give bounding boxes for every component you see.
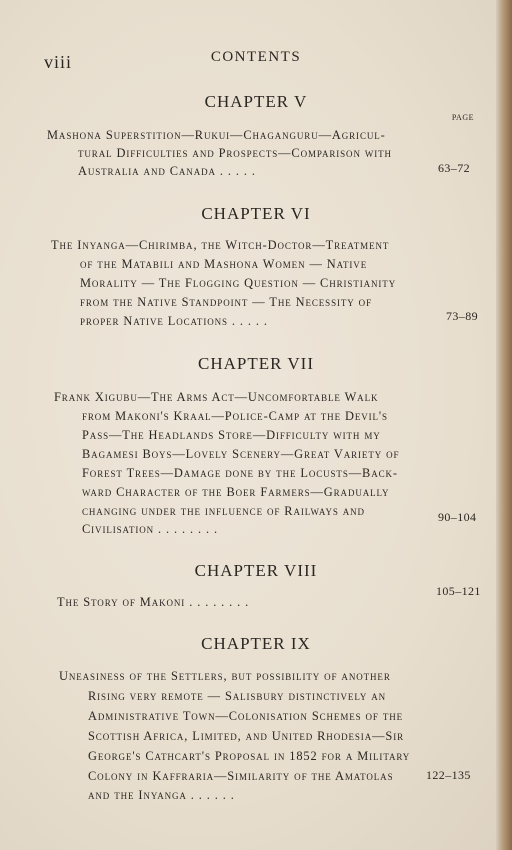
summary-line: The Inyanga—Chirimba, the Witch-Doctor—Treatment <box>51 238 390 252</box>
summary-line: Mashona Superstition—Rukui—Chaganguru—Agricul- <box>47 128 386 142</box>
chapter-heading: CHAPTER VI <box>201 204 311 223</box>
summary-line: Civilisation . . . . . . . . <box>82 522 219 536</box>
chapter-heading: CHAPTER VII <box>198 354 314 373</box>
summary-line: Rising very remote — Salisbury distinctively an <box>88 689 387 703</box>
summary-line: tural Difficulties and Prospects—Comparison with <box>78 146 392 160</box>
page-range: 90–104 <box>438 510 477 524</box>
summary-line: Morality — The Flogging Question — Christianity <box>80 276 397 290</box>
summary-line: Frank Xigubu—The Arms Act—Uncomfortable Walk <box>54 390 379 404</box>
summary-line: Bagamesi Boys—Lovely Scenery—Great Variety of <box>82 447 400 461</box>
summary-line: from Makoni's Kraal—Police-Camp at the Devil's <box>82 409 388 423</box>
page-column-label: PAGE <box>451 113 474 122</box>
page-range: 122–135 <box>426 768 471 782</box>
summary-line: The Story of Makoni . . . . . . . . <box>57 595 250 609</box>
summary-line: Australia and Canada . . . . . <box>78 164 256 178</box>
summary-line: and the Inyanga . . . . . . <box>88 788 235 802</box>
summary-line: Colony in Kaffraria—Similarity of the Amatolas <box>88 769 394 783</box>
summary-line: Uneasiness of the Settlers, but possibility of another <box>59 669 391 683</box>
page-number: viii <box>44 52 73 72</box>
summary-line: proper Native Locations . . . . . <box>80 314 268 328</box>
summary-line: of the Matabili and Mashona Women — Native <box>80 257 368 271</box>
book-spine-shadow <box>496 0 512 850</box>
running-title: CONTENTS <box>210 49 302 65</box>
page-range: 73–89 <box>446 309 478 323</box>
summary-line: Forest Trees—Damage done by the Locusts—Back- <box>82 466 398 480</box>
summary-line: from the Native Standpoint — The Necessity of <box>80 295 372 309</box>
page-range: 105–121 <box>436 584 481 598</box>
chapter-heading: CHAPTER IX <box>201 634 311 653</box>
summary-line: Administrative Town—Colonisation Schemes of the <box>88 709 404 723</box>
page-range: 63–72 <box>438 161 470 175</box>
chapter-heading: CHAPTER VIII <box>194 561 318 580</box>
summary-line: changing under the influence of Railways and <box>82 504 365 518</box>
summary-line: Scottish Africa, Limited, and United Rhodesia—Sir <box>88 729 404 743</box>
summary-line: Pass—The Headlands Store—Difficulty with my <box>82 428 381 442</box>
summary-line: ward Character of the Boer Farmers—Gradually <box>82 485 390 499</box>
summary-line: George's Cathcart's Proposal in 1852 for a Military <box>88 749 411 763</box>
chapter-heading: CHAPTER V <box>204 92 308 111</box>
